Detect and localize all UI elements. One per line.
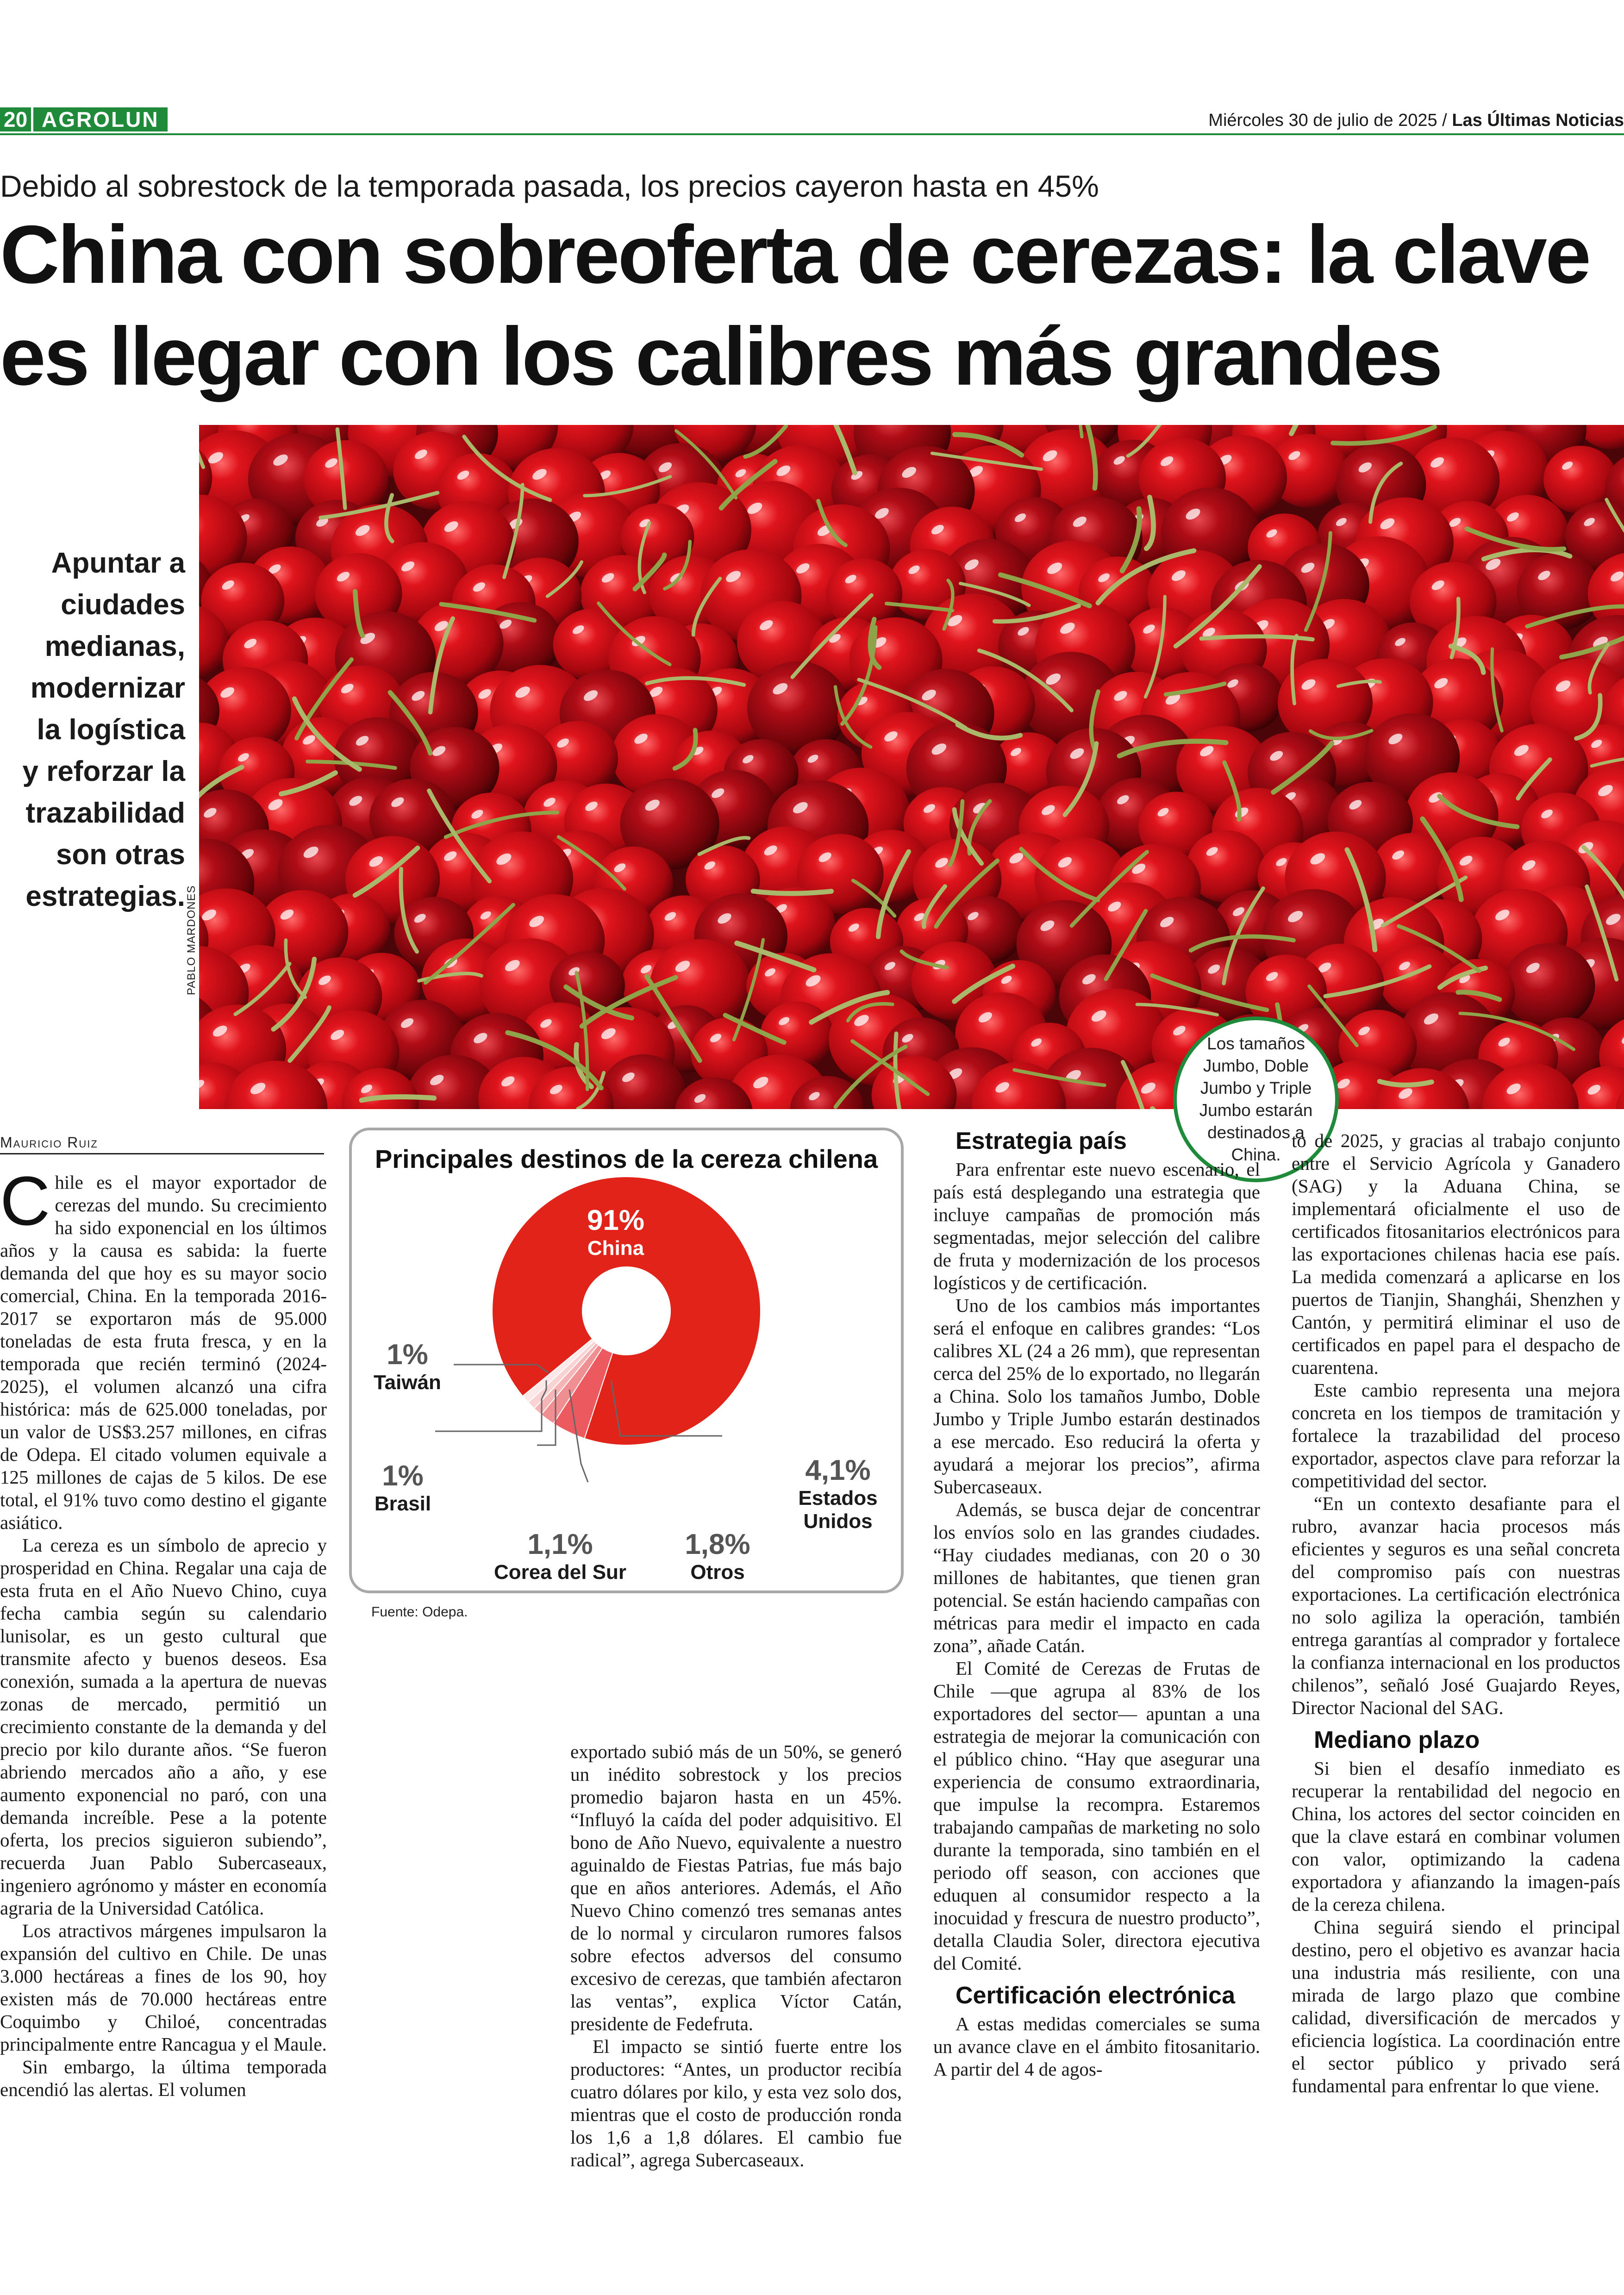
kicker: Debido al sobrestock de la temporada pasada, los precios cayeron hasta en 45% bbox=[0, 169, 1099, 203]
otros-pct: 1,8% bbox=[685, 1528, 750, 1560]
paragraph: to de 2025, y gracias al trabajo conjunto entre el Servicio Agrícola y Ganadero (SAG) y la Aduana China, se implementará oficialmente el uso de certificados fitosanitarios electrónicos para las exportaciones chilenas hacia ese país. La medida comenzará a aplicarse en los puertos de Tianjin, Shanghái, Shenzhen y Cantón, y permitirá eliminar el uso de certificados en papel para el despacho de cuarentena. bbox=[1292, 1130, 1620, 1378]
taiwan-name: Taiwán bbox=[374, 1371, 441, 1394]
brasil-pct: 1% bbox=[382, 1460, 424, 1492]
paragraph: El Comité de Cerezas de Frutas de Chile —que agrupa al 83% de los exportadores del sector— apuntan a una estrategia de mejorar la comunicación con el público chino. “Hay que asegurar una experiencia de consumo extraordinaria, que impulse la recompra. Estaremos trabajando campañas de marketing no solo durante la temporada, sino también en el periodo off season, con acciones que eduquen al consumidor respecto a la inocuidad y frescura de nuestro producto”, detalla Claudia Soler, directora ejecutiva del Comité. bbox=[933, 1658, 1260, 1974]
cherry bbox=[1503, 943, 1595, 1028]
paragraph-text: hile es el mayor exportador de cerezas del mundo. Su crecimiento ha sido exponencial en los últimos años y la causa es sabida: la fuerte demanda del que hoy es su mayor socio comercial, China. En la temporada 2016-2017 se exportaron más de 95.000 toneladas de esta fruta fresca, y en la temporada que recién terminó (2024-2025), el volumen alcanzó una cifra histórica: más de 625.000 toneladas, por un valor de US$3.257 millones, en cifras de Odepa. El citado volumen equivale a 125 millones de cajas de 5 kilos. De ese total, el 91% tuvo como destino el gigante asiático. bbox=[0, 1172, 327, 1533]
china-name: China bbox=[587, 1237, 644, 1260]
chart-label-brasil bbox=[361, 1460, 444, 1515]
masthead bbox=[0, 107, 1624, 135]
eeuu-name-2: Unidos bbox=[803, 1510, 873, 1533]
dateline bbox=[1208, 109, 1624, 131]
chart-label-eeuu bbox=[787, 1454, 889, 1533]
eeuu-name-1: Estados bbox=[798, 1487, 878, 1509]
pullquote-line: medianas, bbox=[44, 630, 185, 662]
pullquote bbox=[0, 543, 185, 917]
subhead-certificacion: Certificación electrónica bbox=[956, 1982, 1235, 2009]
byline: Mauricio Ruiz bbox=[0, 1134, 324, 1154]
publication-name: Las Últimas Noticias bbox=[1452, 111, 1624, 130]
paragraph: “En un contexto desafiante para el rubro, avanzar hacia procesos más eficientes y seguros es una señal concreta del compromiso país con nuestras exportaciones. La certificación electrónica no solo agiliza la operación, también entrega garantías al comprador y fortalece la confianza internacional en los productos chilenos”, señaló José Guajardo Reyes, Director Nacional del SAG. bbox=[1292, 1493, 1620, 1718]
cherries-photo bbox=[199, 425, 1624, 1109]
paragraph: Los atractivos márgenes impulsaron la expansión del cultivo en Chile. De unas 3.000 hectáreas a fines de los 90, hoy existen más de 70.000 hectáreas entre Coquimbo y Chiloé, concentradas principalmente entre Rancagua y el Maule. bbox=[0, 1920, 327, 2055]
article-column-3 bbox=[933, 1120, 1260, 2081]
china-pct: 91% bbox=[587, 1204, 645, 1236]
paragraph: Este cambio representa una mejora concreta en los tiempos de tramitación y fortalece la trazabilidad del proceso exportador, aspectos clave para reforzar la competitividad del sector. bbox=[1292, 1379, 1620, 1491]
photo-credit: PABLO MARDONES bbox=[185, 885, 198, 995]
taiwan-pct: 1% bbox=[387, 1339, 428, 1371]
eeuu-pct: 4,1% bbox=[805, 1454, 871, 1486]
paragraph: Además, se busca dejar de concentrar los envíos solo en las grandes ciudades. “Hay ciudades medianas, con 20 o 30 millones de habitantes, que tienen gran potencial. Se están haciendo campañas con métricas para medir el impacto en cada zona”, añade Catán. bbox=[933, 1499, 1260, 1656]
photo-caption: Los tamaños Jumbo, Doble Jumbo y Triple Jumbo estarán destinados a China. bbox=[1173, 1017, 1339, 1182]
pullquote-line: trazabilidad bbox=[25, 797, 185, 829]
chart-label-otros bbox=[671, 1528, 764, 1584]
subhead-estrategia-pais: Estrategia país bbox=[956, 1128, 1127, 1154]
chart-label-corea bbox=[491, 1528, 630, 1584]
pullquote-line: y reforzar la bbox=[22, 755, 185, 787]
paragraph: Uno de los cambios más importantes será el enfoque en calibres grandes: “Los calibres XL (24 a 26 mm), que representan cerca del 25% de lo exportado, no llegarán a China. Solo los tamaños Jumbo, Doble Jumbo y Triple Jumbo estarán destinados a ese mercado. Eso reducirá la oferta y ayudará a mejorar los precios”, afirma Subercaseaux. bbox=[933, 1295, 1260, 1497]
headline bbox=[0, 204, 1620, 407]
pullquote-line: son otras bbox=[56, 839, 185, 871]
corea-pct: 1,1% bbox=[527, 1528, 593, 1560]
chart-source: Fuente: Odepa. bbox=[371, 1604, 468, 1620]
brasil-name: Brasil bbox=[374, 1492, 431, 1515]
chart-box bbox=[349, 1128, 904, 1593]
pullquote-line: ciudades bbox=[61, 589, 185, 621]
date-separator: / bbox=[1437, 111, 1452, 130]
subhead-mediano-plazo: Mediano plazo bbox=[1314, 1727, 1480, 1753]
chart-label-taiwan bbox=[366, 1339, 449, 1394]
cherries-illustration bbox=[199, 425, 1624, 1109]
headline-line-1: China con sobreoferta de cerezas: la clave bbox=[0, 208, 1590, 300]
cherry-stem bbox=[753, 891, 831, 893]
article-column-2 bbox=[570, 1740, 902, 2171]
section-name: AGROLUN bbox=[33, 107, 168, 131]
paragraph: Para enfrentar este nuevo escenario, el país está desplegando una estrategia que incluye campañas de promoción más segmentadas, mejor selección del calibre de fruta y modernización de los procesos logísticos y de certificación. bbox=[933, 1159, 1260, 1293]
pullquote-line: la logística bbox=[37, 714, 185, 746]
drop-cap: C bbox=[0, 1162, 50, 1240]
paragraph: El impacto se sintió fuerte entre los productores: “Antes, un productor recibía cuatro dólares por kilo, y esta vez solo dos, mientras que el costo de producción ronda los 1,6 a 1,8 dólares. El cambio fue radical”, agrega Subercaseaux. bbox=[570, 2036, 902, 2170]
pullquote-line: Apuntar a bbox=[51, 547, 185, 579]
paragraph bbox=[0, 1162, 327, 1534]
headline-line-2: es llegar con los calibres más grandes bbox=[0, 310, 1441, 402]
pullquote-line: estrategias. bbox=[25, 880, 185, 912]
chart-title: Principales destinos de la cereza chilena bbox=[375, 1144, 878, 1173]
pullquote-line: modernizar bbox=[30, 672, 185, 704]
paragraph: Sin embargo, la última temporada encendió las alertas. El volumen bbox=[0, 2056, 327, 2100]
paragraph: China seguirá siendo el principal destino, pero el objetivo es avanzar hacia una industria más resiliente, con una mirada de largo plazo que combine calidad, diversificación de mercados y eficiencia logística. La coordinación entre el sector público y privado será fundamental para enfrentar lo que viene. bbox=[1292, 1916, 1620, 2096]
article-column-4 bbox=[1292, 1129, 1620, 2097]
paragraph: La cereza es un símbolo de aprecio y prosperidad en China. Regalar una caja de esta fruta en el Año Nuevo Chino, cuya fecha cambia según su calendario lunisolar, es un gesto cultural que transmite afecto y buenos deseos. Esa conexión, sumada a la apertura de nuevas zonas de mercado, permitió un crecimiento constante de la demanda y del precio por kilo durante años. “Se fueron abriendo mercados año a año, y ese aumento exponencial no paró, con una demanda increíble. Pese a la potente oferta, los precios siguieron subiendo”, recuerda Juan Pablo Subercaseaux, ingeniero agrónomo y máster en economía agraria de la Universidad Católica. bbox=[0, 1534, 327, 1919]
paragraph: exportado subió más de un 50%, se generó un inédito sobrestock y los precios promedio bajaron hasta en un 45%. “Influyó la caída del poder adquisitivo. El bono de Año Nuevo, equivalente a nuestro aguinaldo de Fiestas Patrias, fue más bajo que en años anteriores. Además, el Año Nuevo Chino comenzó tres semanas antes de lo normal y circularon rumores falsos sobre efectos adversos del consumo excesivo de cerezas, que también afectaron las ventas”, explica Víctor Catán, presidente de Fedefruta. bbox=[570, 1741, 902, 2034]
corea-name: Corea del Sur bbox=[493, 1561, 627, 1584]
chart-label-china bbox=[569, 1204, 662, 1260]
paragraph: Si bien el desafío inmediato es recuperar la rentabilidad del negocio en China, los actores del sector coinciden en que la clave estará en combinar volumen con valor, optimizando la cadena exportadora y afianzando la imagen-país de la cereza chilena. bbox=[1292, 1758, 1620, 1915]
page-number: 20 bbox=[0, 107, 31, 131]
article-column-1 bbox=[0, 1162, 327, 2101]
date: Miércoles 30 de julio de 2025 bbox=[1208, 111, 1437, 130]
paragraph: A estas medidas comerciales se suma un avance clave en el ámbito fitosanitario. A partir del 4 de agos- bbox=[933, 2013, 1260, 2080]
otros-name: Otros bbox=[690, 1561, 745, 1584]
